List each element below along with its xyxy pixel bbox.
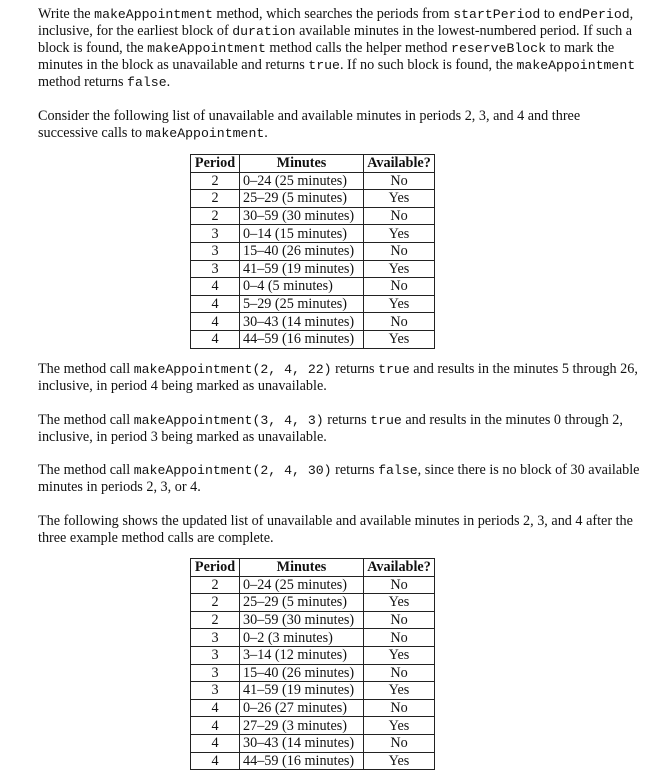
- text-run: The method call: [38, 412, 134, 428]
- available-cell: No: [364, 172, 435, 190]
- code-token: makeAppointment: [516, 58, 636, 73]
- text-run: The method call: [38, 462, 134, 478]
- table-row: [191, 646, 435, 664]
- consider-paragraph: [38, 108, 638, 142]
- available-cell: No: [364, 313, 435, 331]
- text-run: returns: [331, 361, 379, 377]
- period-cell: 3: [191, 260, 240, 278]
- table-row: [191, 225, 435, 243]
- period-cell: 2: [191, 207, 240, 225]
- available-cell: Yes: [364, 752, 435, 770]
- minutes-cell: 0–2 (3 minutes): [240, 629, 364, 647]
- table-row: [191, 172, 435, 190]
- text-run: , inclusive, for the earliest block of: [38, 6, 634, 39]
- minutes-cell: 30–43 (14 minutes): [240, 734, 364, 752]
- text-run: to mark the minutes in the block as unavailable and returns: [38, 40, 615, 73]
- available-cell: No: [364, 207, 435, 225]
- text-run: and results in the minutes 0 through 2, inclusive, in period 3 being marked as unavailable.: [38, 412, 623, 445]
- text-run: .: [264, 125, 268, 141]
- table-row: [191, 242, 435, 260]
- table-row: [191, 734, 435, 752]
- available-cell: Yes: [364, 225, 435, 243]
- available-cell: Yes: [364, 190, 435, 208]
- available-header: Available?: [364, 559, 435, 577]
- minutes-cell: 30–59 (30 minutes): [240, 207, 364, 225]
- period-cell: 4: [191, 330, 240, 348]
- table-header-row: [191, 155, 435, 173]
- period-cell: 4: [191, 717, 240, 735]
- minutes-cell: 30–59 (30 minutes): [240, 611, 364, 629]
- available-cell: No: [364, 278, 435, 296]
- period-cell: 2: [191, 611, 240, 629]
- table-row: [191, 330, 435, 348]
- table-row: [191, 717, 435, 735]
- available-cell: Yes: [364, 260, 435, 278]
- period-cell: 3: [191, 646, 240, 664]
- table-row: [191, 752, 435, 770]
- part-b-text: [38, 6, 635, 90]
- text-run: Consider the following list of unavailable and available minutes in periods 2, 3, and 4 and three successive calls to: [38, 108, 581, 141]
- minutes-header: Minutes: [240, 559, 364, 577]
- updated-schedule-table: [190, 558, 435, 770]
- table-row: [191, 664, 435, 682]
- text-run: method calls the helper method: [265, 40, 452, 56]
- minutes-cell: 15–40 (26 minutes): [240, 242, 364, 260]
- code-token: true: [378, 362, 410, 377]
- available-cell: No: [364, 611, 435, 629]
- period-cell: 3: [191, 629, 240, 647]
- available-cell: No: [364, 629, 435, 647]
- available-cell: No: [364, 242, 435, 260]
- table-row: [191, 190, 435, 208]
- text-run: returns: [323, 412, 371, 428]
- minutes-cell: 5–29 (25 minutes): [240, 295, 364, 313]
- minutes-cell: 30–43 (14 minutes): [240, 313, 364, 331]
- period-cell: 3: [191, 242, 240, 260]
- period-header: Period: [191, 155, 240, 173]
- table-row: [191, 207, 435, 225]
- period-header: Period: [191, 559, 240, 577]
- text-run: to: [540, 6, 559, 22]
- text-run: and results in the minutes 5 through 26, inclusive, in period 4 being marked as unavailable.: [38, 361, 638, 394]
- text-run: Write the: [38, 6, 95, 22]
- available-header: Available?: [364, 155, 435, 173]
- code-token: false: [127, 75, 167, 90]
- code-token: makeAppointment(2, 4, 30): [133, 463, 332, 478]
- call-3-paragraph: [38, 462, 654, 496]
- period-cell: 4: [191, 752, 240, 770]
- available-cell: No: [364, 576, 435, 594]
- period-cell: 3: [191, 682, 240, 700]
- available-cell: Yes: [364, 594, 435, 612]
- code-token: makeAppointment: [94, 7, 213, 22]
- part-label: [10, 6, 38, 23]
- text-run: . If no such block is found, the: [339, 57, 517, 73]
- minutes-cell: 0–4 (5 minutes): [240, 278, 364, 296]
- code-token: duration: [232, 24, 296, 39]
- text-run: The method call: [38, 361, 134, 377]
- available-cell: Yes: [364, 330, 435, 348]
- code-token: makeAppointment: [145, 126, 265, 141]
- available-cell: Yes: [364, 717, 435, 735]
- text-run: returns: [331, 462, 379, 478]
- available-cell: No: [364, 699, 435, 717]
- minutes-cell: 0–14 (15 minutes): [240, 225, 364, 243]
- code-token: startPeriod: [453, 7, 541, 22]
- minutes-cell: 0–24 (25 minutes): [240, 576, 364, 594]
- minutes-cell: 0–24 (25 minutes): [240, 172, 364, 190]
- table-row: [191, 682, 435, 700]
- available-cell: Yes: [364, 295, 435, 313]
- table-row: [191, 611, 435, 629]
- code-token: makeAppointment: [147, 41, 266, 56]
- table-row: [191, 295, 435, 313]
- table-row: [191, 576, 435, 594]
- text-run: available minutes in the lowest-numbered period. If such a block is found, the: [38, 23, 633, 56]
- table-row: [191, 594, 435, 612]
- call-2-paragraph: [38, 412, 650, 446]
- period-cell: 3: [191, 664, 240, 682]
- period-cell: 2: [191, 594, 240, 612]
- table-row: [191, 313, 435, 331]
- available-cell: Yes: [364, 646, 435, 664]
- text-run: The following shows the updated list of unavailable and available minutes in periods 2, 3, and 4 after the three example method calls are complete.: [38, 513, 633, 546]
- period-cell: 4: [191, 295, 240, 313]
- code-token: makeAppointment(2, 4, 22): [133, 362, 332, 377]
- minutes-cell: 25–29 (5 minutes): [240, 594, 364, 612]
- period-cell: 4: [191, 734, 240, 752]
- minutes-cell: 0–26 (27 minutes): [240, 699, 364, 717]
- minutes-cell: 25–29 (5 minutes): [240, 190, 364, 208]
- period-cell: 3: [191, 225, 240, 243]
- minutes-cell: 44–59 (16 minutes): [240, 752, 364, 770]
- table-header-row: [191, 559, 435, 577]
- minutes-cell: 41–59 (19 minutes): [240, 260, 364, 278]
- following-paragraph: [38, 513, 656, 547]
- minutes-cell: 15–40 (26 minutes): [240, 664, 364, 682]
- code-token: true: [370, 413, 402, 428]
- code-token: makeAppointment(3, 4, 3): [133, 413, 324, 428]
- period-cell: 4: [191, 278, 240, 296]
- minutes-header: Minutes: [240, 155, 364, 173]
- text-run: .: [166, 74, 171, 90]
- table-row: [191, 260, 435, 278]
- period-cell: 4: [191, 699, 240, 717]
- text-run: method returns: [38, 74, 128, 90]
- text-run: , since there is no block of 30 available minutes in periods 2, 3, or 4.: [38, 462, 640, 495]
- code-token: endPeriod: [558, 7, 630, 22]
- text-run: method, which searches the periods from: [212, 6, 454, 22]
- minutes-cell: 27–29 (3 minutes): [240, 717, 364, 735]
- initial-schedule-table: [190, 154, 435, 349]
- table-row: [191, 278, 435, 296]
- minutes-cell: 44–59 (16 minutes): [240, 330, 364, 348]
- table-row: [191, 629, 435, 647]
- table-row: [191, 699, 435, 717]
- available-cell: Yes: [364, 682, 435, 700]
- code-token: false: [378, 463, 418, 478]
- period-cell: 2: [191, 576, 240, 594]
- available-cell: No: [364, 664, 435, 682]
- period-cell: 2: [191, 172, 240, 190]
- code-token: reserveBlock: [451, 41, 547, 56]
- available-cell: No: [364, 734, 435, 752]
- period-cell: 4: [191, 313, 240, 331]
- minutes-cell: 3–14 (12 minutes): [240, 646, 364, 664]
- period-cell: 2: [191, 190, 240, 208]
- minutes-cell: 41–59 (19 minutes): [240, 682, 364, 700]
- call-1-paragraph: [38, 361, 650, 395]
- part-b-paragraph: [10, 6, 650, 91]
- code-token: true: [308, 58, 340, 73]
